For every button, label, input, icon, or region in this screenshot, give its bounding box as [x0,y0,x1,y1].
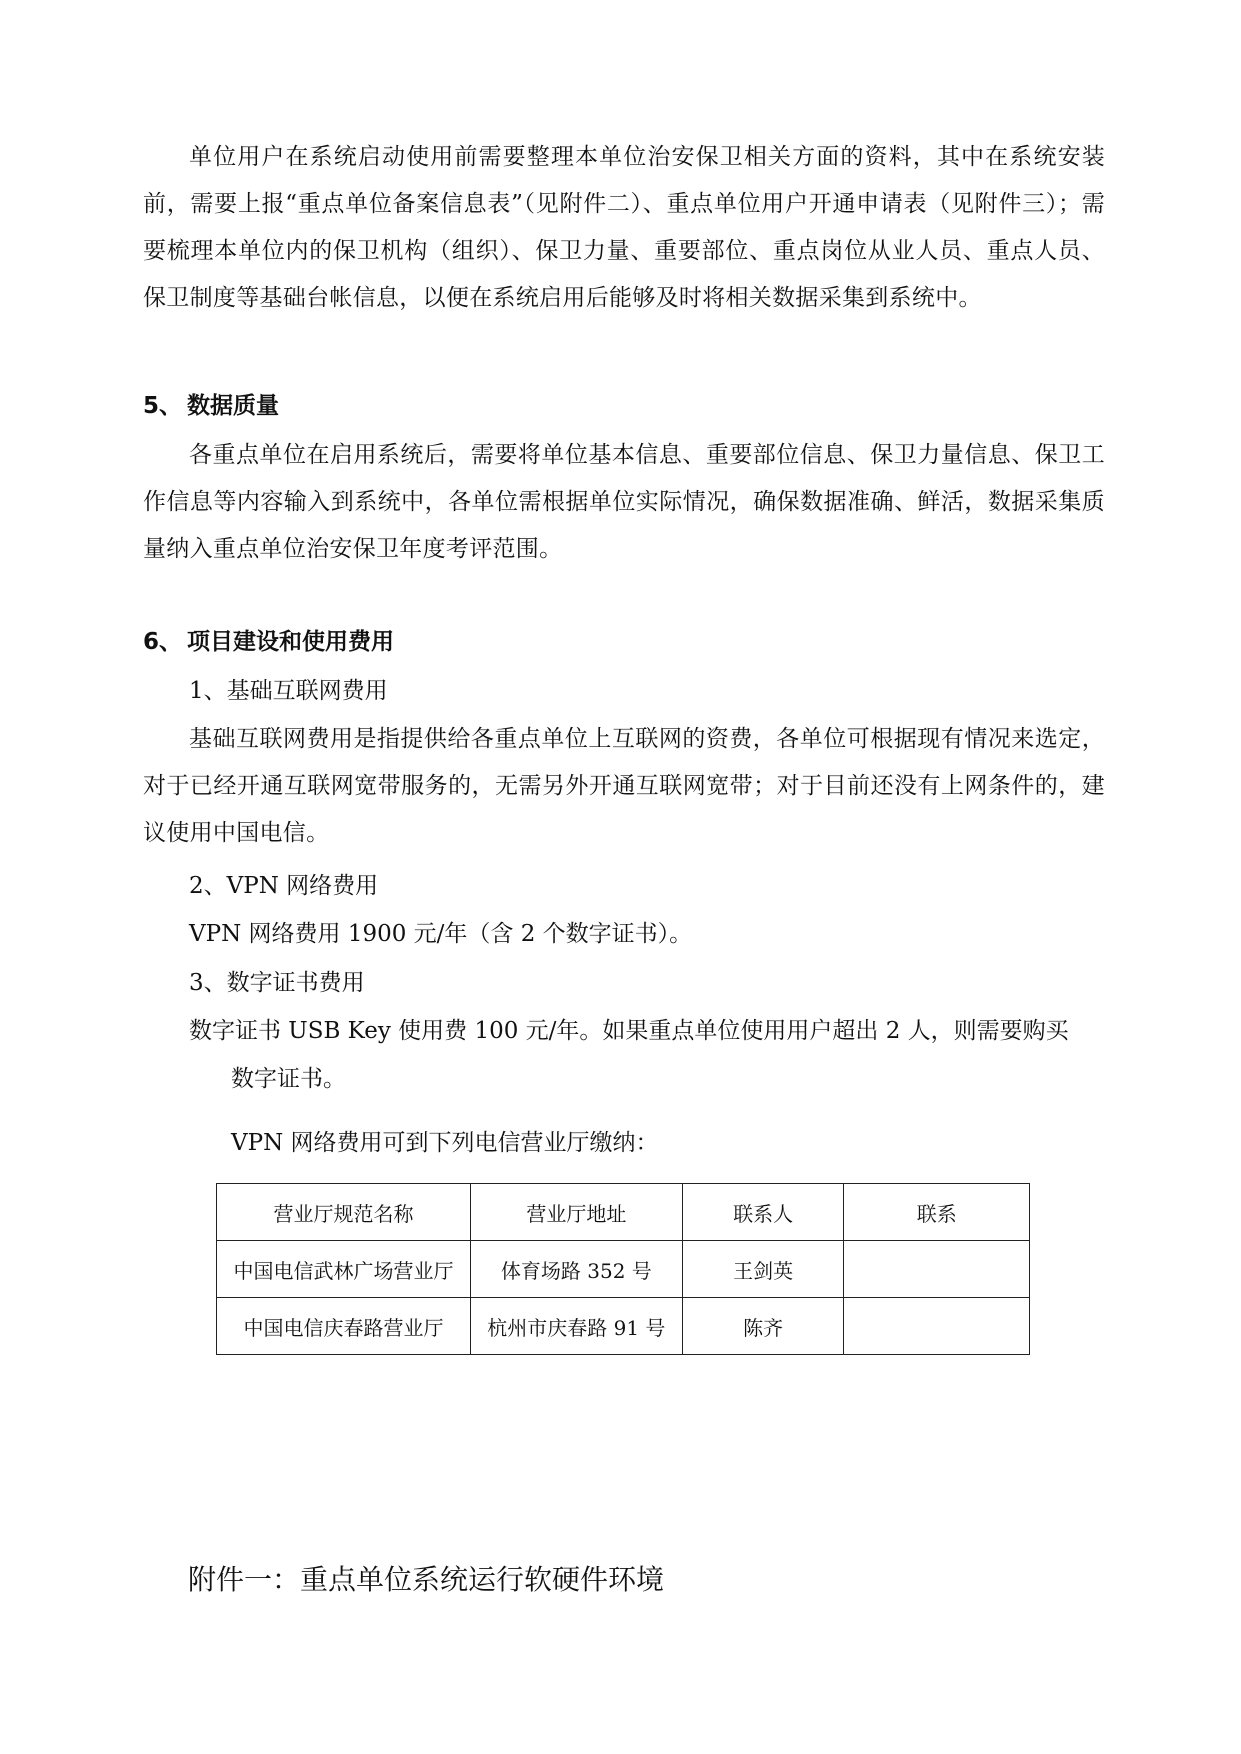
item-1-paragraph: 基础互联网费用是指提供给各重点单位上互联网的资费，各单位可根据现有情况来选定，对于已经开通互联网宽带服务的，无需另外开通互联网宽带；对于目前还没有上网条件的，建议使用中国电信。 [143,726,1105,846]
table-cell: 中国电信庆春路营业厅 [217,1298,471,1355]
item-2-text: VPN 网络费用 1900 元/年（含 2 个数字证书）。 [189,921,693,947]
table-cell [844,1241,1030,1298]
table-cell: 陈齐 [682,1298,844,1355]
business-hall-table [216,1183,1030,1355]
section-5-paragraph: 各重点单位在启用系统后，需要将单位基本信息、重要部位信息、保卫力量信息、保卫工作信息等内容输入到系统中，各单位需根据单位实际情况，确保数据准确、鲜活，数据采集质量纳入重点单位治安保卫年度考评范围。 [143,442,1105,562]
table-header-cell: 联系 [844,1184,1030,1241]
table-header-cell: 联系人 [682,1184,844,1241]
item-1-title: 1、基础互联网费用 [189,678,388,704]
item-3-text-line-2: 数字证书。 [231,1066,346,1092]
table-row [217,1298,1030,1355]
item-3-text-line-1: 数字证书 USB Key 使用费 100 元/年。如果重点单位使用用户超出 2 人，则需要购买 [189,1018,1069,1044]
table-cell: 体育场路 352 号 [470,1241,682,1298]
table-header-cell: 营业厅地址 [470,1184,682,1241]
item-2-title: 2、VPN 网络费用 [189,873,379,899]
section-5-title: 数据质量 [187,393,279,419]
table-cell: 中国电信武林广场营业厅 [217,1241,471,1298]
table-row [217,1241,1030,1298]
section-6-heading [143,619,394,666]
section-5-heading [143,383,279,430]
intro-paragraph: 单位用户在系统启动使用前需要整理本单位治安保卫相关方面的资料，其中在系统安装前，需要上报“重点单位备案信息表”（见附件二）、重点单位用户开通申请表（见附件三）；需要梳理本单位内的保卫机构（组织）、保卫力量、重要部位、重点岗位从业人员、重点人员、保卫制度等基础台帐信息，以便在系统启用后能够及时将相关数据采集到系统中。 [143,144,1105,311]
section-6-title: 项目建设和使用费用 [187,629,394,655]
item-3-title: 3、数字证书费用 [189,970,365,996]
table-cell: 杭州市庆春路 91 号 [470,1298,682,1355]
table-header-row [217,1184,1030,1241]
table-header-cell: 营业厅规范名称 [217,1184,471,1241]
section-5-number: 5、 [143,393,183,419]
table-cell: 王剑英 [682,1241,844,1298]
section-6-number: 6、 [143,629,183,655]
table-cell [844,1298,1030,1355]
appendix-title: 附件一：重点单位系统运行软硬件环境 [188,1563,665,1596]
payment-note: VPN 网络费用可到下列电信营业厅缴纳： [231,1130,659,1156]
